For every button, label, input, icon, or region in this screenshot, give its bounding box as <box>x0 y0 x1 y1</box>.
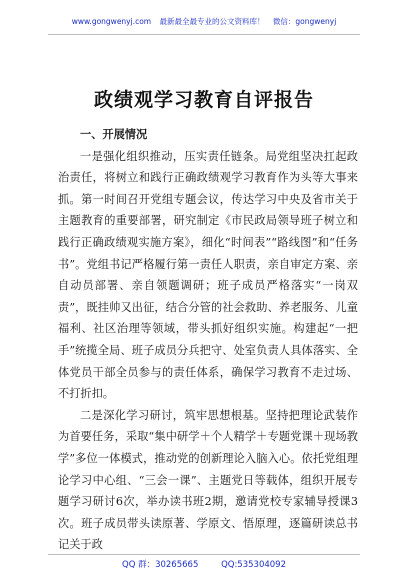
section-heading: 一、开展情况 <box>80 127 148 141</box>
page-header <box>0 16 408 27</box>
header-wechat: 微信：gongwenyj <box>272 17 337 26</box>
document-body <box>58 124 358 556</box>
page-footer <box>0 558 408 570</box>
document-title: 政绩观学习教育自评报告 <box>93 89 314 111</box>
footer-qq: QQ:535304092 <box>221 560 286 570</box>
header-divider <box>48 34 360 35</box>
header-slogan: 最新最全最专业的公文资料库！ <box>159 17 265 26</box>
footer-qq-group: QQ 群：30265665 <box>122 560 199 570</box>
paragraph: 二是深化学习研讨，筑牢思想根基。坚持把理论武装作为首要任务，采取“集中研学＋个人精学＋专题党课＋现场教学”多位一体模式，推动党的创新理论入脑入心。依托党组理论学习中心组、“三会一课”、主题党日等载体，组织开展专题学习研讨6次，举办读书班2期，邀请党校专家辅导授课3次。班子成员带头读原著、学原文、悟原理，逐篇研读总书记关于政 <box>58 408 358 552</box>
paragraph: 一是强化组织推动，压实责任链条。局党组坚决扛起政治责任，将树立和践行正确政绩观学习教育作为头等大事来抓。第一时间召开党组专题会议，传达学习中央及省市关于主题教育的重要部署，研究制定《市民政局领导班子树立和践行正确政绩观实施方案》，细化“时间表”“路线图”和“任务书”。党组书记严格履行第一责任人职责，亲自审定方案、亲自动员部署、亲自领题调研；班子成员严格落实“一岗双责”，既挂帅又出征，结合分管的社会救助、养老服务、儿童福利、社区治理等领域，带头抓好组织实施。构建起“一把手”统揽全局、班子成员分兵把守、处室负责人具体落实、全体党员干部全员参与的责任体系，确保学习教育不走过场、不打折扣。 <box>58 149 358 401</box>
header-site-link[interactable]: www.gongwenyj.com <box>71 17 152 26</box>
footer-divider <box>48 554 360 555</box>
